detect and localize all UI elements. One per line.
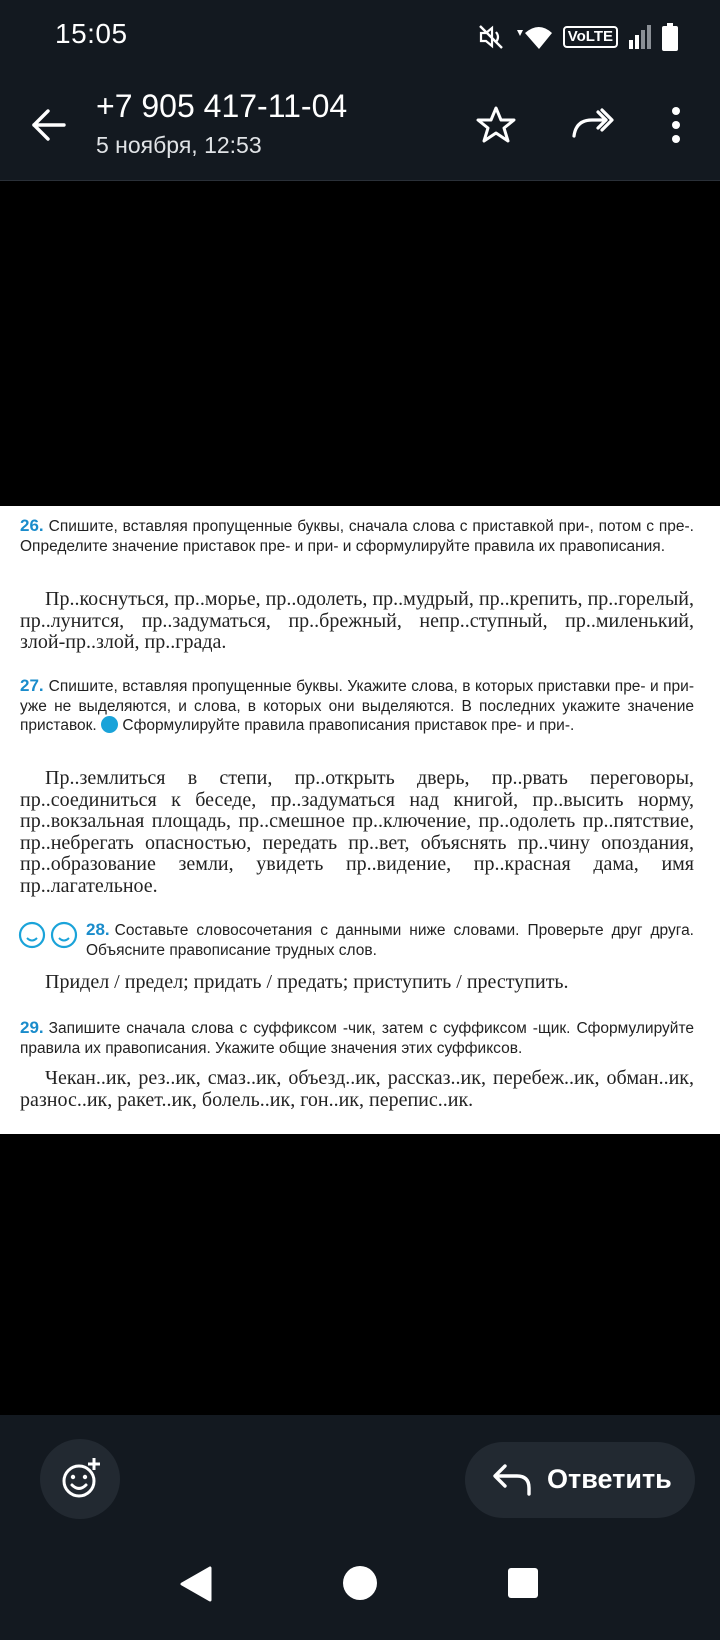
emoji-icon xyxy=(40,1439,120,1519)
task-number: 27. xyxy=(20,676,44,695)
status-icons xyxy=(477,20,678,54)
task-28-words: Придел / предел; придать / предать; приступить / преступить. xyxy=(45,971,569,993)
nav-back-icon[interactable] xyxy=(176,1564,216,1604)
reply-label: Ответить xyxy=(547,1464,672,1494)
task-29-instruction: 29. Запишите сначала слова с суффиксом -чик, затем с суффиксом -щик. Сформулируйте правила их правописания. Укажите общие значения этих суффиксов. xyxy=(20,1018,694,1057)
message-header xyxy=(0,72,720,181)
volte-badge: VoLTE xyxy=(563,26,618,48)
star-icon[interactable] xyxy=(473,102,519,148)
cell-signal-icon xyxy=(628,24,652,50)
system-nav-bar xyxy=(0,1530,720,1640)
signal-icon xyxy=(515,24,553,50)
task-number: 28. xyxy=(86,920,110,939)
battery-icon xyxy=(662,23,678,51)
task-28-instruction: 28. Составьте словосочетания с данными ниже словами. Проверьте друг друга. Объясните правописание трудных слов. xyxy=(86,920,694,959)
status-bar xyxy=(0,0,720,72)
message-date: 5 ноября, 12:53 xyxy=(96,132,262,158)
back-arrow-icon[interactable] xyxy=(26,102,72,148)
task-27-words: Пр..землиться в степи, пр..открыть дверь, пр..рвать переговоры, пр..соединиться к беседе, пр..задуматься над книгой, пр..высить норму, пр..вокзальная площадь, пр..смешное пр..ключение, пр..одолеть пр..пятствие, пр..небрегать опасностью, передать пр..вет, объяснять пр..чину опоздания, пр..образование земли, увидеть пр..видение, пр..красная дама, имя пр..лагательное. xyxy=(20,767,694,897)
attached-photo[interactable] xyxy=(0,506,720,1134)
bottom-action-bar xyxy=(0,1415,720,1530)
task-29-words: Чекан..ик, рез..ик, смаз..ик, объезд..ик, рассказ..ик, перебеж..ик, обман..ик, разнос..ик, ракет..ик, болель..ик, гон..ик, перепис..ик. xyxy=(20,1067,694,1111)
nav-recents-icon[interactable] xyxy=(506,1566,540,1600)
image-viewer-background xyxy=(0,181,720,506)
task-27-instruction: 27. Спишите, вставляя пропущенные буквы. Укажите слова, в которых приставки пре- и при- уже не выделяются, и слова, в которых они выделяются. В последних укажите значение приставок. Сформулируйте правила правописания приставок пре- и при-. xyxy=(20,676,694,734)
forward-icon[interactable] xyxy=(568,102,614,148)
hint-icon xyxy=(101,716,118,733)
task-26-instruction: 26. Спишите, вставляя пропущенные буквы, сначала слова с приставкой при-, потом с пре-. Определите значение приставок пре- и при- и сформулируйте правила их правописания. xyxy=(20,516,694,555)
nav-home-icon[interactable] xyxy=(341,1564,379,1602)
reply-icon xyxy=(491,1460,533,1500)
reply-button[interactable] xyxy=(465,1442,695,1518)
task-number: 26. xyxy=(20,516,44,535)
more-icon[interactable] xyxy=(653,102,699,148)
task-number: 29. xyxy=(20,1018,44,1037)
task-26-words: Пр..коснуться, пр..морье, пр..одолеть, пр..мудрый, пр..крепить, пр..горелый, пр..лунится, пр..задуматься, пр..брежный, непр..ступный, пр..миленький, злой-пр..злой, пр..града. xyxy=(20,588,694,653)
pair-work-icon xyxy=(18,920,80,950)
status-time: 15:05 xyxy=(55,18,128,49)
sender-phone: +7 905 417-11-04 xyxy=(96,88,348,124)
emoji-reaction-button[interactable] xyxy=(40,1439,120,1519)
mute-icon xyxy=(477,23,505,51)
